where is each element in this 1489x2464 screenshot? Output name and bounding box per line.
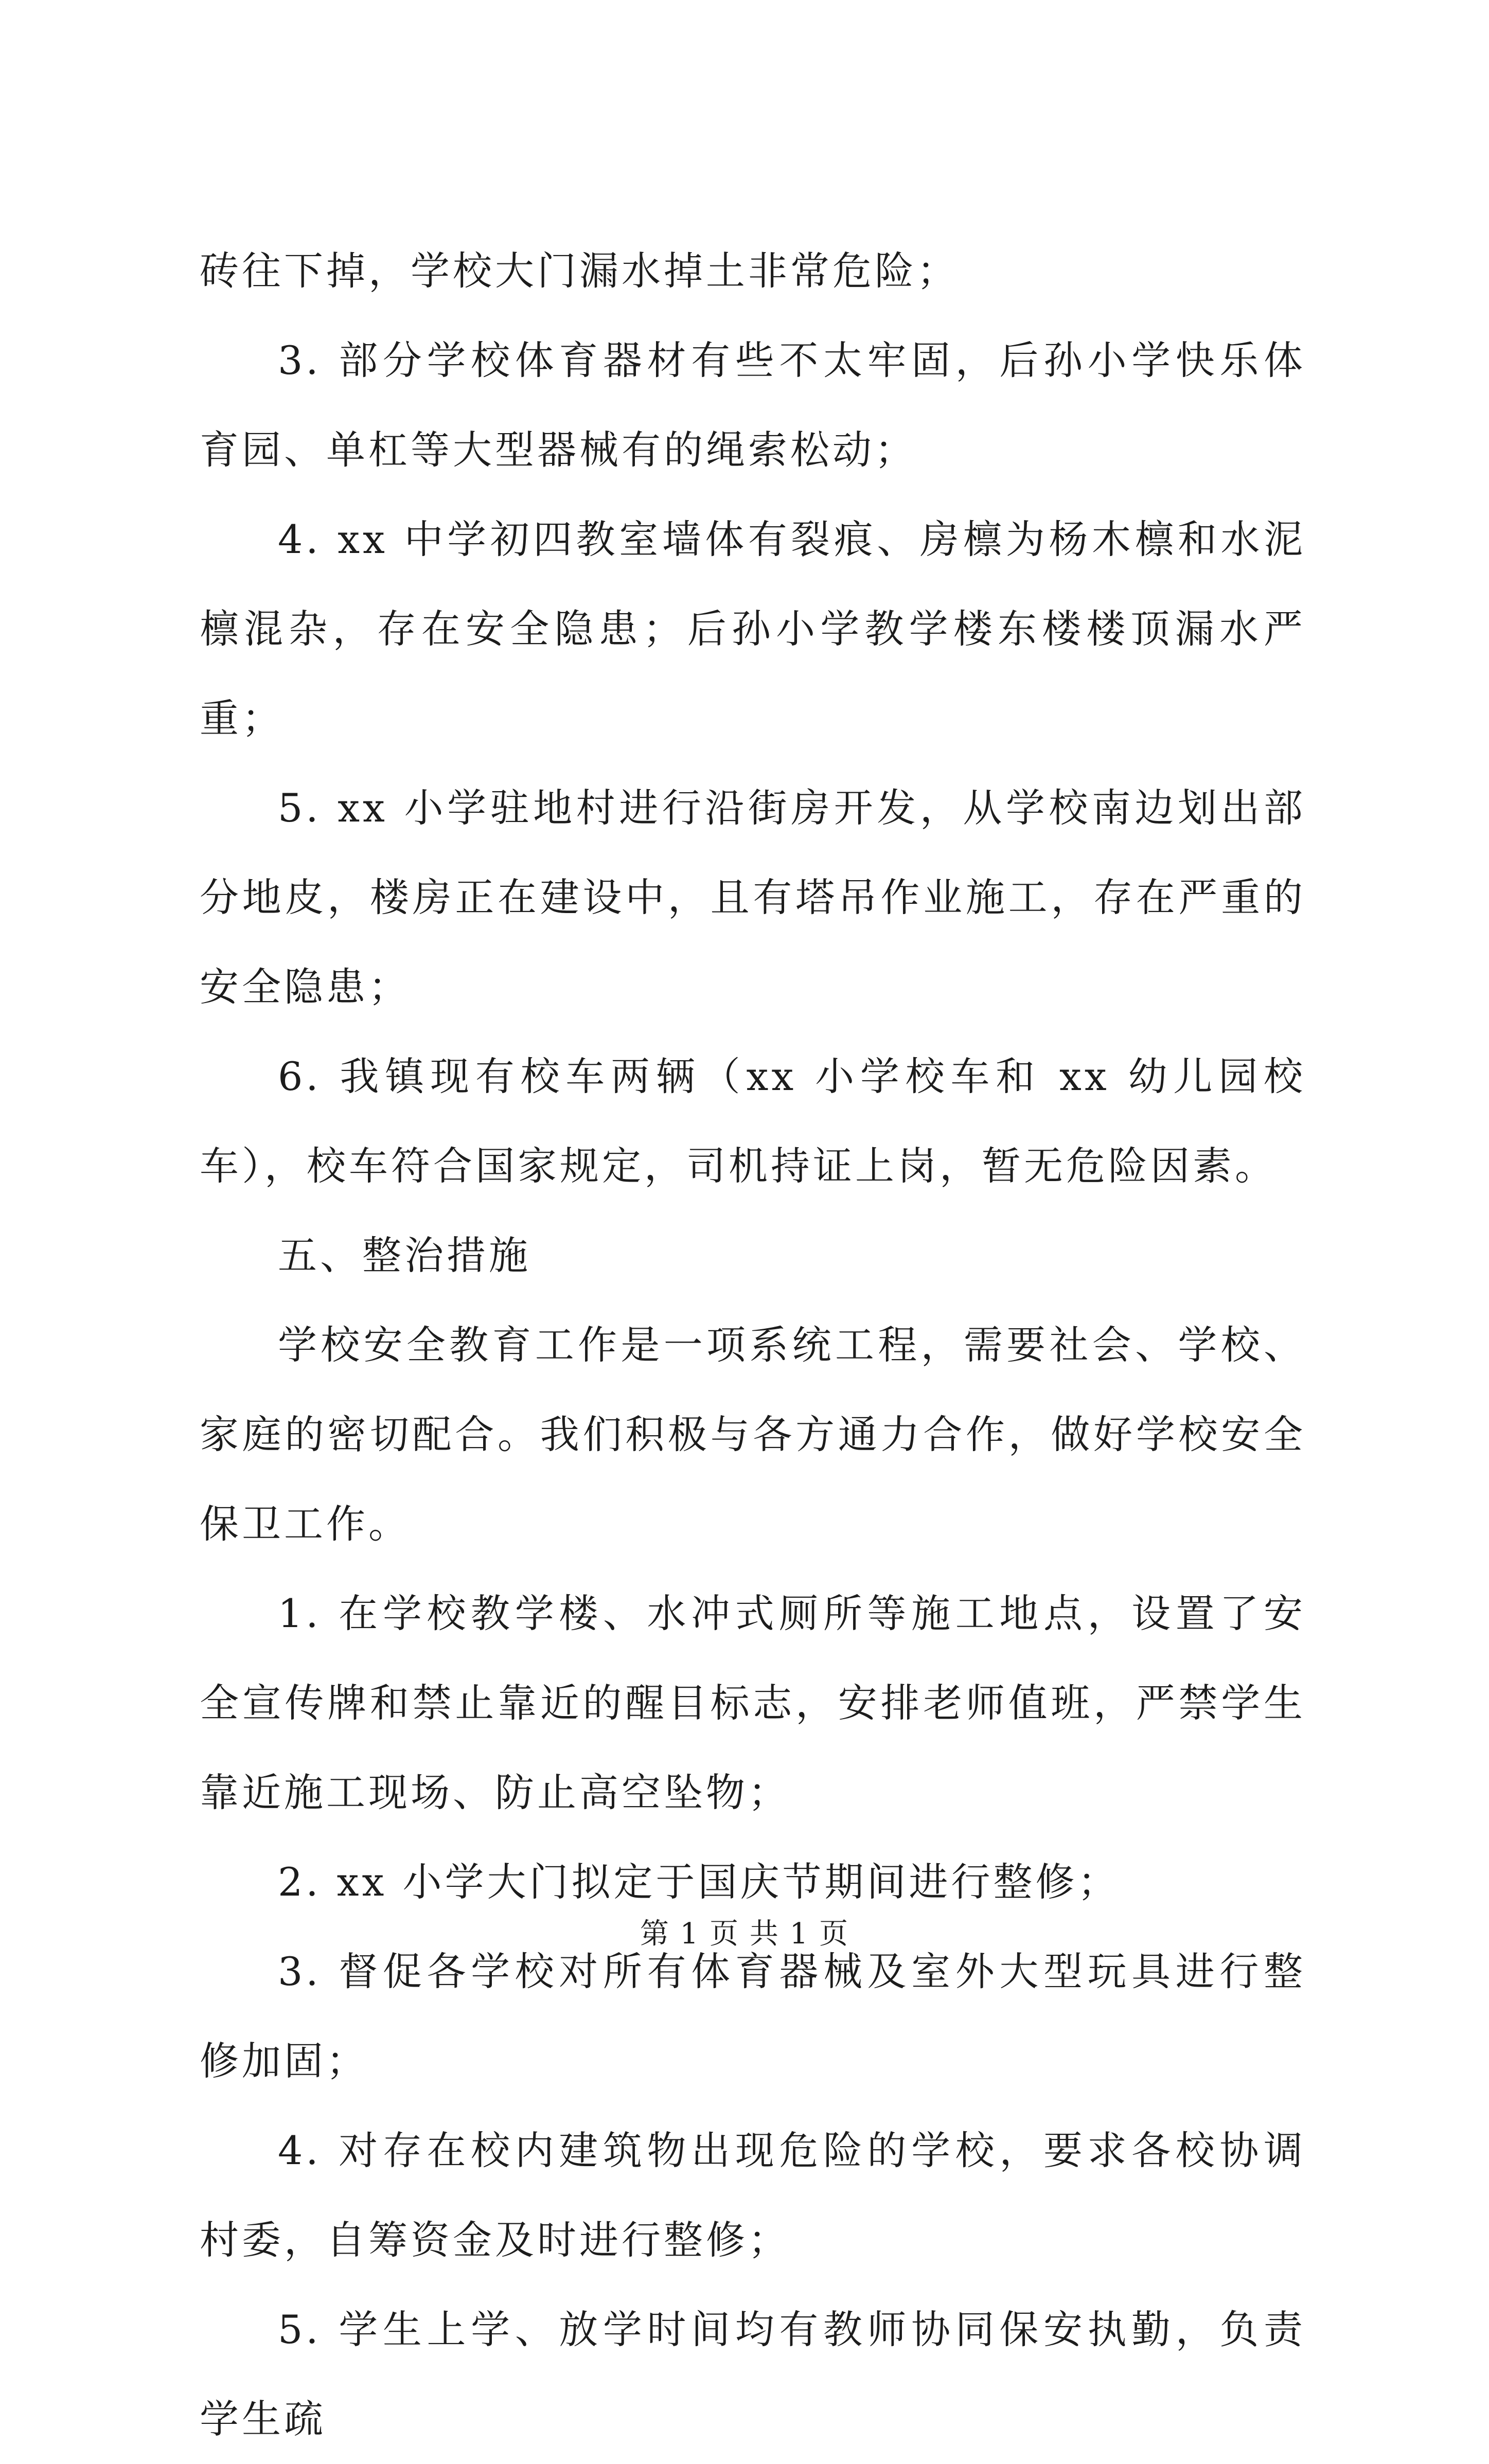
section-heading: 五、整治措施	[278, 1233, 531, 1278]
document-body	[200, 226, 1306, 2464]
measure-item-3: 3. 督促各学校对所有体育器械及室外大型玩具进行整修加固；	[200, 1949, 1306, 2084]
measure-item-1: 1. 在学校教学楼、水冲式厕所等施工地点，设置了安全宣传牌和禁止靠近的醒目标志，安排老师值班，严禁学生靠近施工现场、防止高空坠物；	[200, 1591, 1306, 1815]
paragraph-item-4: 4. xx 中学初四教室墙体有裂痕、房檩为杨木檩和水泥檩混杂，存在安全隐患；后孙小学教学楼东楼楼顶漏水严重；	[200, 516, 1306, 741]
paragraph-continuation: 砖往下掉，学校大门漏水掉土非常危险；	[200, 248, 959, 294]
paragraph-item-3: 3. 部分学校体育器材有些不太牢固，后孙小学快乐体育园、单杠等大型器械有的绳索松动；	[200, 337, 1306, 473]
paragraph-item-6: 6. 我镇现有校车两辆（xx 小学校车和 xx 幼儿园校车），校车符合国家规定，司机持证上岗，暂无危险因素。	[200, 1054, 1306, 1189]
page-number-footer: 第 1 页 共 1 页	[640, 1917, 849, 1951]
paragraph-intro: 学校安全教育工作是一项系统工程，需要社会、学校、家庭的密切配合。我们积极与各方通力合作，做好学校安全保卫工作。	[200, 1322, 1306, 1547]
measure-item-2: 2. xx 小学大门拟定于国庆节期间进行整修；	[278, 1859, 1120, 1905]
paragraph-item-5: 5. xx 小学驻地村进行沿街房开发，从学校南边划出部分地皮，楼房正在建设中，且有塔吊作业施工，存在严重的安全隐患；	[200, 785, 1306, 1010]
measure-item-4: 4. 对存在校内建筑物出现危险的学校，要求各校协调村委，自筹资金及时进行整修；	[200, 2128, 1306, 2263]
measure-item-5: 5. 学生上学、放学时间均有教师协同保安执勤，负责学生疏	[200, 2307, 1306, 2442]
